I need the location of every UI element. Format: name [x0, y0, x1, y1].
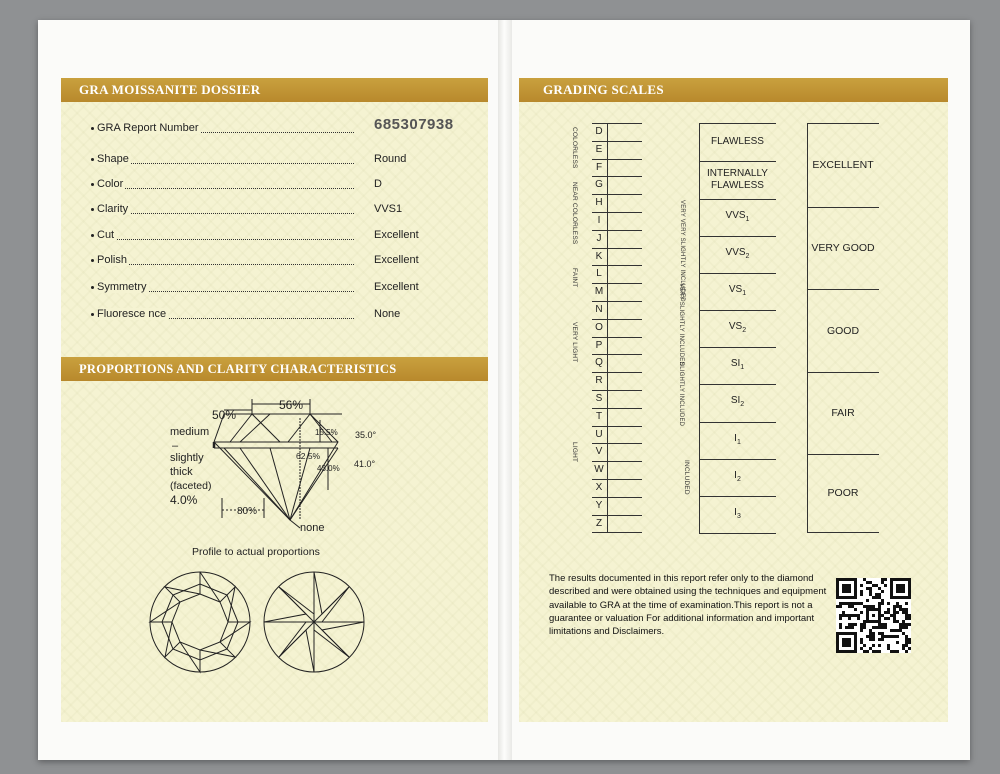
- pavilion-depth: 43.0%: [317, 464, 340, 473]
- color-grade-k: [592, 248, 642, 267]
- color-grade-letter: O: [595, 321, 603, 333]
- crown-height: 15.5%: [315, 428, 338, 437]
- color-grade-e: [592, 141, 642, 160]
- color-grade-t: [592, 408, 642, 427]
- clarity-group-si-label: SLIGHTLY INCLUDED: [678, 362, 684, 427]
- dotted-leader: [97, 213, 354, 214]
- color-grade-letter: T: [595, 410, 603, 422]
- girdle-desc-2: –: [172, 440, 179, 452]
- clarity-grade-8: [699, 384, 776, 423]
- clarity-grade-3: [699, 199, 776, 237]
- girdle-pct: 4.0%: [170, 493, 198, 507]
- field-value: Excellent: [374, 254, 419, 266]
- cut-grade-3: [807, 289, 879, 373]
- clarity-grade-label: I: [734, 469, 737, 481]
- bullet-icon: [91, 286, 94, 289]
- clarity-grade-label: VS: [728, 320, 743, 332]
- clarity-grade-label: FLAWLESS: [711, 136, 764, 147]
- clarity-grade-label: SI: [730, 395, 741, 406]
- field-value: Excellent: [374, 281, 419, 293]
- dotted-leader: [97, 264, 354, 265]
- clarity-group-si: [678, 362, 684, 426]
- color-grade-o: [592, 319, 642, 338]
- field-row-4: [97, 203, 437, 219]
- color-grade-letter: D: [595, 126, 603, 137]
- color-grade-letter: K: [595, 250, 603, 262]
- bullet-icon: [91, 208, 94, 211]
- field-value: D: [374, 178, 382, 190]
- color-grade-u: [592, 426, 642, 445]
- field-row-1: [97, 116, 454, 138]
- color-grade-letter: M: [594, 286, 604, 298]
- color-grade-letter: Q: [595, 357, 603, 369]
- clarity-grade-label: I: [734, 432, 737, 444]
- color-grade-r: [592, 372, 642, 391]
- dotted-leader: [97, 188, 354, 189]
- color-grade-s: [592, 390, 642, 409]
- bullet-icon: [91, 313, 94, 316]
- girdle-desc-3: slightly: [170, 452, 204, 464]
- field-value: None: [374, 308, 401, 320]
- crown-angle: 35.0°: [355, 430, 377, 440]
- field-label: GRA Report Number: [97, 122, 199, 134]
- field-row-6: [97, 254, 437, 270]
- color-grade-h: [592, 194, 642, 213]
- cut-grade-1: [807, 123, 879, 208]
- cut-grade-label: GOOD: [826, 324, 860, 337]
- color-grade-letter: X: [595, 482, 603, 493]
- crown-pct: 50%: [212, 408, 237, 422]
- cut-grade-label: VERY GOOD: [811, 242, 875, 254]
- color-grade-z: [592, 515, 642, 534]
- clarity-grade-11: [699, 496, 776, 534]
- field-label: Symmetry: [97, 281, 147, 293]
- color-grade-letter: I: [597, 215, 601, 226]
- field-row-5: [97, 229, 437, 245]
- field-label: Fluoresce nce: [97, 308, 167, 320]
- clarity-grade-label: VVS: [725, 246, 746, 258]
- dotted-leader: [97, 239, 354, 240]
- clarity-grade-10: [699, 459, 776, 497]
- color-grade-m: [592, 283, 642, 302]
- field-label: Shape: [97, 153, 129, 165]
- color-grade-p: [592, 337, 642, 356]
- bullet-icon: [91, 127, 94, 130]
- girdle-desc-5: (faceted): [170, 480, 212, 492]
- clarity-grade-subscript: 1: [745, 215, 750, 223]
- clarity-group-vvs-label: VERY VERY SLIGHTLY INCLUDED: [679, 200, 685, 302]
- total-depth: 62.5%: [296, 451, 321, 461]
- clarity-grade-label: SI: [730, 357, 741, 369]
- clarity-grade-subscript: 2: [736, 475, 741, 483]
- bullet-icon: [91, 158, 94, 161]
- color-grade-l: [592, 265, 642, 284]
- color-grade-i: [592, 212, 642, 231]
- color-grade-f: [592, 159, 642, 178]
- clarity-grade-subscript: 2: [740, 401, 745, 408]
- color-grade-letter: W: [594, 464, 604, 476]
- grading-scales-banner: GRADING SCALES: [519, 78, 948, 102]
- clarity-grade-label: VVS: [725, 209, 746, 221]
- clarity-grade-6: [699, 310, 776, 348]
- clarity-group-vs: [678, 283, 684, 366]
- pavilion-view-diagram: [262, 570, 366, 674]
- clarity-grade-1: [699, 123, 776, 162]
- field-label: Cut: [97, 229, 115, 241]
- color-grade-letter: Z: [595, 517, 603, 529]
- profile-caption: Profile to actual proportions: [192, 546, 320, 558]
- color-grade-letter: Y: [595, 499, 603, 511]
- crown-view-diagram: [148, 570, 252, 674]
- field-row-7: [97, 281, 437, 297]
- girdle-desc-4: thick: [170, 466, 193, 478]
- bullet-icon: [91, 183, 94, 186]
- clarity-grade-label: VS: [728, 283, 743, 295]
- field-value: VVS1: [374, 203, 403, 215]
- color-grade-letter: U: [595, 428, 603, 440]
- color-grade-letter: P: [595, 339, 603, 351]
- color-group-faint: FAINT: [571, 268, 578, 288]
- clarity-grade-subscript: 1: [736, 438, 741, 446]
- color-grade-letter: V: [595, 446, 603, 458]
- color-grade-letter: E: [595, 143, 603, 155]
- cut-grade-label: EXCELLENT: [812, 159, 874, 171]
- color-grade-d: [592, 123, 642, 142]
- clarity-grade-subscript: 1: [740, 363, 745, 371]
- clarity-grade-subscript: 2: [742, 326, 747, 334]
- color-grade-letter: S: [595, 393, 603, 404]
- clarity-grade-7: [699, 347, 776, 385]
- color-grade-letter: J: [596, 232, 602, 244]
- clarity-grade-subscript: 2: [745, 252, 750, 260]
- color-grade-letter: N: [595, 304, 603, 315]
- field-label: Polish: [97, 254, 127, 266]
- dotted-leader: [97, 163, 354, 164]
- clarity-grade-4: [699, 236, 776, 274]
- color-grade-y: [592, 497, 642, 516]
- field-row-3: [97, 178, 437, 194]
- field-label: Color: [97, 178, 124, 190]
- report-number-value: 685307938: [374, 116, 454, 133]
- color-grade-v: [592, 443, 642, 462]
- disclaimer-text: The results documented in this report refer only to the diamond described and were obtained using the techniques and equipment available to GRA at the time of examination.This report is not a guarantee or valuation For additional information and important limitations and Disclaimers.: [549, 573, 827, 638]
- color-grade-letter: R: [595, 375, 603, 387]
- color-grade-q: [592, 354, 642, 373]
- booklet-fold: [498, 20, 512, 760]
- dossier-banner: GRA MOISSANITE DOSSIER: [61, 78, 488, 102]
- culet-size: none: [300, 522, 325, 534]
- clarity-group-vs-label: VERY SLIGHTLY INCLUDED: [678, 283, 684, 366]
- color-grade-letter: L: [596, 268, 602, 280]
- clarity-grade-label: INTERNALLY FLAWLESS: [707, 168, 768, 191]
- table-pct: 56%: [279, 398, 304, 412]
- cut-grade-4: [807, 372, 879, 455]
- field-value: Excellent: [374, 229, 419, 241]
- color-grade-g: [592, 176, 642, 195]
- color-grade-letter: F: [595, 161, 603, 173]
- clarity-grade-9: [699, 422, 776, 460]
- color-grade-letter: G: [595, 179, 603, 191]
- girdle-desc-1: medium: [170, 426, 210, 438]
- color-grade-j: [592, 230, 642, 249]
- qr-code-icon: [836, 578, 911, 653]
- color-group-near-colorless: NEAR COLORLESS: [571, 182, 578, 245]
- lower-half-pct: 80%: [237, 506, 258, 517]
- color-group-very-light: VERY LIGHT: [571, 322, 578, 363]
- color-group-colorless: COLORLESS: [571, 127, 578, 169]
- field-label: Clarity: [97, 203, 129, 215]
- pavilion-angle: 41.0°: [354, 459, 376, 469]
- cut-grade-label: POOR: [827, 487, 859, 499]
- color-group-light: LIGHT: [571, 442, 578, 463]
- cut-grade-label: FAIR: [831, 407, 855, 419]
- proportions-banner: PROPORTIONS AND CLARITY CHARACTERISTICS: [61, 357, 488, 381]
- cut-grade-5: [807, 454, 879, 533]
- clarity-grade-label: I: [734, 506, 737, 518]
- field-value: Round: [374, 153, 407, 165]
- color-grade-letter: H: [595, 197, 603, 209]
- clarity-grade-subscript: 1: [742, 289, 747, 297]
- clarity-group-included: INCLUDED: [683, 460, 690, 495]
- color-grade-x: [592, 479, 642, 498]
- bullet-icon: [91, 234, 94, 237]
- clarity-grade-5: [699, 273, 776, 311]
- cut-grade-2: [807, 207, 879, 290]
- clarity-grade-subscript: 3: [736, 512, 741, 520]
- field-row-8: [97, 308, 437, 324]
- bullet-icon: [91, 259, 94, 262]
- color-grade-n: [592, 301, 642, 320]
- field-row-2: [97, 153, 437, 169]
- clarity-grade-2: [699, 161, 776, 200]
- color-grade-w: [592, 461, 642, 480]
